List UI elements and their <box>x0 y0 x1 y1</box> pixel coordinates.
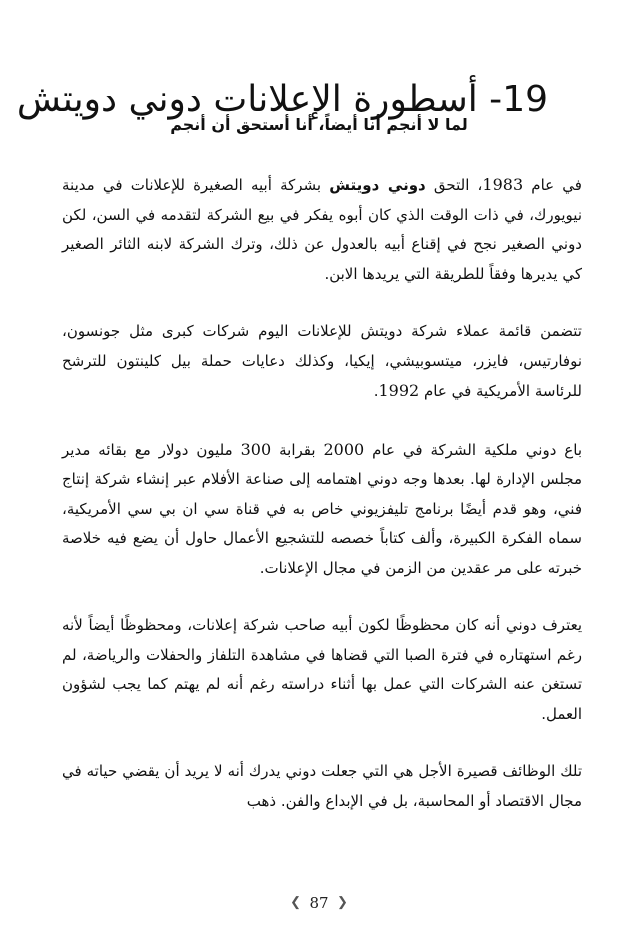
paragraph-1-text: في عام <box>523 176 582 194</box>
page-number: 87 <box>309 894 329 912</box>
paragraph-1-text: ، التحق <box>425 176 483 194</box>
paragraph-1 <box>62 170 582 289</box>
person-name: دوني دويتش <box>329 176 426 194</box>
paragraph-1-text: بشركة أبيه الصغيرة للإعلانات في مدينة نيويورك، في ذات الوقت الذي كان أبوه يفكر في بيع الشركة لتقدمه في السن، لكن دوني الصغير نجح في إقناع أبيه بالعدول عن ذلك، وترك الشركة لابنه الثائر الصغير كي يديرها وفقاً للطريقة التي يريدها الابن. <box>62 176 582 283</box>
paragraph-2 <box>62 317 582 407</box>
paragraph-3 <box>62 435 582 584</box>
page-number-footer <box>0 891 638 915</box>
ornament-right-icon: ❯ <box>290 895 301 910</box>
paragraph-5 <box>62 757 582 816</box>
ornament-left-icon: ❮ <box>337 895 348 910</box>
body-text <box>62 170 582 844</box>
year-1992: 1992 <box>378 381 420 400</box>
paragraph-3-text: باع دوني ملكية الشركة في عام <box>364 440 582 459</box>
chapter-subtitle: لما لا أنجم أنا أيضاً، أنا أستحق أن أنجم <box>170 115 468 134</box>
paragraph-3-text: بقرابة <box>271 440 324 459</box>
paragraph-2-text: تتضمن قائمة عملاء شركة دويتش للإعلانات اليوم شركات كبرى مثل جونسون، نوفارتيس، فايزر، ميتسوبيشي، إيكيا، وكذلك دعايات حملة بيل كلينتون للترشح للرئاسة الأمريكية في عام <box>62 322 582 400</box>
paragraph-3-text: مليون دولار مع بقائه مدير مجلس الإدارة لها. بعدها وجه دوني اهتمامه إلى صناعة الأفلام عبر إنشاء شركة إنتاج فني، وهو قدم أيضًا برنامج تليفزيوني خاص به في قناة سي ان بي سي الأمريكية، سماه الفكرة الكبيرة، وألف كتاباً خصصه للتشجيع الأعمال حاول أن يضع فيه خلاصة خبرته على مر عقدين من الزمن في مجال الإعلانات. <box>62 440 582 577</box>
paragraph-2-text: . <box>373 382 379 400</box>
paragraph-4-text: يعترف دوني أنه كان محظوظًا لكون أبيه صاحب شركة إعلانات، ومحظوظًا أيضاً لأنه رغم استهتاره في فترة الصبا التي قضاها في مشاهدة التلفاز والحفلات والرياضة، لم تستغن عنه الشركات التي عمل بها أثناء دراسته رغم أنه لم يهتم كما يجب لشؤون العمل. <box>62 616 582 723</box>
paragraph-5-text: تلك الوظائف قصيرة الأجل هي التي جعلت دوني يدرك أنه لا يريد أن يقضي حياته في مجال الاقتصاد أو المحاسبة، بل في الإبداع والفن. ذهب <box>62 762 582 810</box>
year-1983: 1983 <box>482 175 524 194</box>
paragraph-4 <box>62 611 582 729</box>
year-2000: 2000 <box>323 439 365 459</box>
amount-300: 300 <box>240 439 272 459</box>
chapter-title: 19- أسطورة الإعلانات دوني دويتش <box>16 79 548 121</box>
